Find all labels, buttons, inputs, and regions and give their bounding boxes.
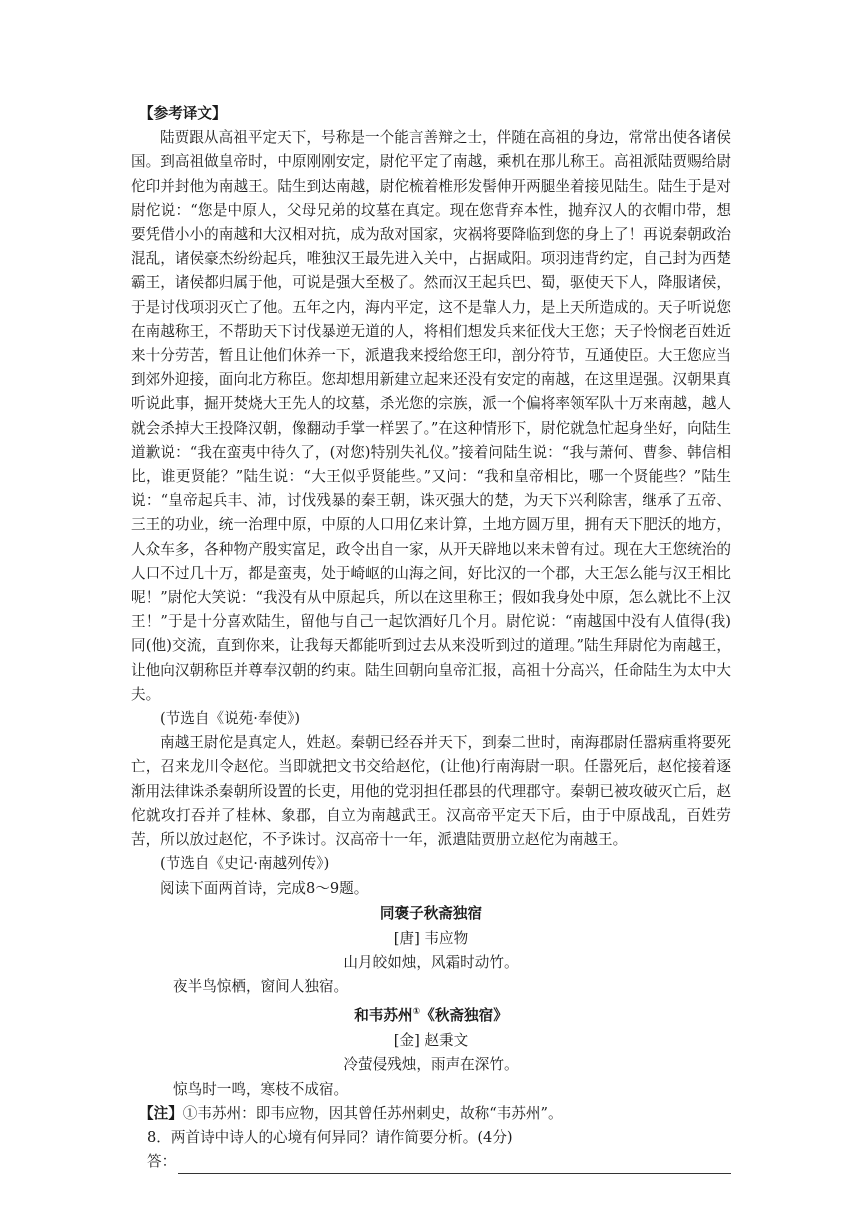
answer-line[interactable] (178, 1155, 731, 1174)
section-heading: 【参考译文】 (139, 105, 227, 122)
poem2-title-prefix: 和韦苏州 (354, 1007, 413, 1025)
poem2-title-suffix: 《秋斋独宿》 (420, 1007, 508, 1025)
poem2-title (131, 999, 731, 1029)
translation-paragraph-2: 南越王尉佗是真定人，姓赵。秦朝已经吞并天下，到秦二世时，南海郡尉任嚣病重将要死亡，召来龙川令赵佗。当即就把文书交给赵佗，(让他)行南海尉一职。任嚣死后，赵佗接着逐渐用法律诛杀秦朝所设置的长吏，用他的党羽担任郡县的代理郡守。秦朝已被攻破灭亡后，赵佗就攻打吞并了桂林、象郡，自立为南越武王。汉高帝平定天下后，由于中原战乱，百姓劳苦，所以放过赵佗，不予诛讨。汉高帝十一年，派遣陆贾册立赵佗为南越王。 (131, 734, 731, 849)
poem1-author: [唐] 韦应物 (393, 929, 469, 947)
footnote-marker: ① (412, 1007, 421, 1018)
poem1-line-2: 夜半鸟惊栖，窗间人独宿。 (173, 978, 349, 996)
source-citation-2: (节选自《史记·南越列传》) (160, 855, 330, 873)
answer-label: 答： (147, 1153, 177, 1171)
poem2-line-2: 惊鸟时一鸣，寒枝不成宿。 (173, 1080, 349, 1098)
answer-area[interactable] (147, 1150, 731, 1174)
footnote (139, 1102, 731, 1126)
translation-paragraph-1: 陆贾跟从高祖平定天下，号称是一个能言善辩之士，伴随在高祖的身边，常常出使各诸侯国。到高祖做皇帝时，中原刚刚安定，尉佗平定了南越，乘机在那儿称王。高祖派陆贾赐给尉佗印并封他为南越王。陆生到达南越，尉佗梳着椎形发髻伸开两腿坐着接见陆生。陆生于是对尉佗说：“您是中原人，父母兄弟的坟墓在真定。现在您背弃本性，抛弃汉人的衣帽巾带，想要凭借小小的南越和大汉相对抗，成为敌对国家，灾祸将要降临到您的身上了！再说秦朝政治混乱，诸侯豪杰纷纷起兵，唯独汉王最先进入关中，占据咸阳。项羽违背约定，自己封为西楚霸王，诸侯都归属于他，可说是强大至极了。然而汉王起兵巴、蜀，驱使天下人，降服诸侯，于是讨伐项羽灭亡了他。五年之内，海内平定，这不是靠人力，是上天所造成的。天子听说您在南越称王，不帮助天下讨伐暴逆无道的人，将相们想发兵来征伐大王您；天子怜悯老百姓近来十分劳苦，暂且让他们休养一下，派遣我来授给您王印，剖分符节，互通使臣。大王您应当到郊外迎接，面向北方称臣。您却想用新建立起来还没有安定的南越，在这里逞强。汉朝果真听说此事，掘开焚烧大王先人的坟墓，杀光您的宗族，派一个偏将率领军队十万来南越，越人就会杀掉大王投降汉朝，像翻动手掌一样罢了。”在这种情形下，尉佗就急忙起身坐好，向陆生道歉说：“我在蛮夷中待久了，(对您)特别失礼仪。”接着问陆生说：“我与萧何、曹参、韩信相比，谁更贤能？”陆生说：“大王似乎贤能些。”又问：“我和皇帝相比，哪一个贤能些？”陆生说：“皇帝起兵丰、沛，讨伐残暴的秦王朝，诛灭强大的楚，为天下兴利除害，继承了五帝、三王的功业，统一治理中原，中原的人口用亿来计算，土地方圆万里，拥有天下肥沃的地方，人众车多，各种物产殷实富足，政令出自一家，从开天辟地以来未曾有过。现在大王您统治的人口不过几十万，都是蛮夷，处于崎岖的山海之间，好比汉的一个郡，大王怎么能与汉王相比呢！”尉佗大笑说：“我没有从中原起兵，所以在这里称王；假如我身处中原，怎么就比不上汉王！”于是十分喜欢陆生，留他与自己一起饮酒好几个月。尉佗说：“南越国中没有人值得(我)同(他)交流，直到你来，让我每天都能听到过去从来没听到过的道理。”陆生拜尉佗为南越王，让他向汉朝称臣并尊奉汉朝的约束。陆生回朝向皇帝汇报，高祖十分高兴，任命陆生为太中大夫。 (131, 129, 731, 703)
poem2-line-1: 冷萤侵残烛，雨声在深竹。 (343, 1056, 519, 1074)
poem1-title: 同褒子秋斋独宿 (379, 904, 483, 922)
footnote-label: 【注】 (139, 1104, 183, 1122)
reading-instruction: 阅读下面两首诗，完成8～9题。 (160, 879, 369, 897)
poem1-line-1: 山月皎如烛，风霜时动竹。 (343, 953, 519, 971)
poem2-author: [金] 赵秉文 (393, 1032, 469, 1050)
source-citation-1: (节选自《说苑·奉使》) (160, 710, 301, 728)
footnote-text: ①韦苏州：即韦应物，因其曾任苏州刺史，故称“韦苏州”。 (182, 1104, 563, 1122)
question-8: 8．两首诗中诗人的心境有何异同？请作简要分析。(4分) (147, 1128, 513, 1146)
document-page (131, 102, 731, 1174)
